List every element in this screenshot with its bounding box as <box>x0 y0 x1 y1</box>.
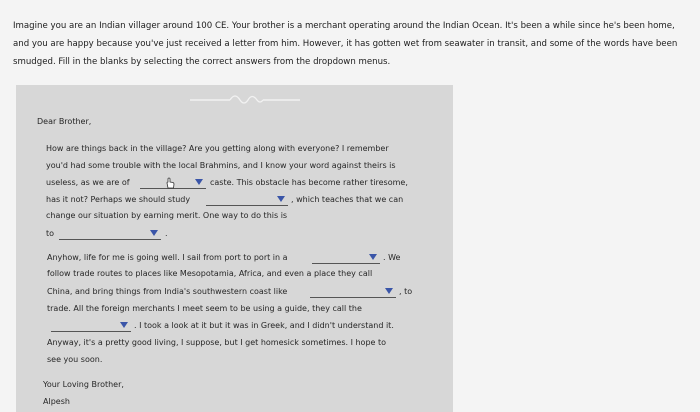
letter-line: change our situation by earning merit. One way to do this is <box>46 211 288 220</box>
letter-line: see you soon. <box>47 355 103 364</box>
letter-line: trade. All the foreign merchants I meet seem to be using a guide, they call the <box>47 304 362 313</box>
letter-panel <box>16 85 453 412</box>
letter-line: Anyhow, life for me is going well. I sail from port to port in a <box>47 253 288 262</box>
letter-line: China, and bring things from India's southwestern coast like <box>47 287 288 296</box>
guide-dropdown[interactable] <box>51 320 131 332</box>
letter-line: to <box>46 229 55 238</box>
study-dropdown[interactable] <box>206 194 288 206</box>
letter-line: . We <box>383 253 401 262</box>
letter-line: has it not? Perhaps we should study <box>46 195 191 204</box>
letter-line: you'd had some trouble with the local Brahmins, and I know your word against theirs is <box>46 161 396 170</box>
letter-line: , which teaches that we can <box>291 195 404 204</box>
dropdown-arrow-icon <box>195 179 203 185</box>
dropdown-arrow-icon <box>369 254 377 260</box>
instructions-text: Imagine you are an Indian villager around 100 CE. Your brother is a merchant operating around the Indian Ocean. It's been a while since he's been home, and you are happy because you've just received a letter from him. However, it has gotten wet from seawater in transit, and some of the words have been smudged. Fill in the blanks by selecting the correct answers from the dropdown menus. <box>13 21 678 67</box>
merit-dropdown[interactable] <box>59 228 161 240</box>
letter-line: , to <box>399 287 413 296</box>
dropdown-arrow-icon <box>385 288 393 294</box>
letter-line: Anyway, it's a pretty good living, I suppose, but I get homesick sometimes. I hope to <box>47 338 387 347</box>
letter-line: . <box>165 229 168 238</box>
signature: Alpesh <box>43 397 70 406</box>
letter-line: How are things back in the village? Are you getting along with everyone? I remember <box>46 144 389 153</box>
goods-dropdown[interactable] <box>310 286 396 298</box>
hand-cursor-icon <box>164 177 176 189</box>
letter-line: . I took a look at it but it was in Greek, and I didn't understand it. <box>134 321 394 330</box>
closing: Your Loving Brother, <box>43 380 124 389</box>
letter-line: follow trade routes to places like Mesopotamia, Africa, and even a place they call <box>47 269 373 278</box>
vessel-dropdown[interactable] <box>312 252 380 264</box>
letter-line: useless, as we are of <box>46 178 130 187</box>
ornament-divider-icon <box>190 91 300 107</box>
dropdown-arrow-icon <box>120 322 128 328</box>
letter-line: caste. This obstacle has become rather tiresome, <box>210 178 408 187</box>
dropdown-arrow-icon <box>277 196 285 202</box>
greeting: Dear Brother, <box>37 117 92 126</box>
dropdown-arrow-icon <box>150 230 158 236</box>
